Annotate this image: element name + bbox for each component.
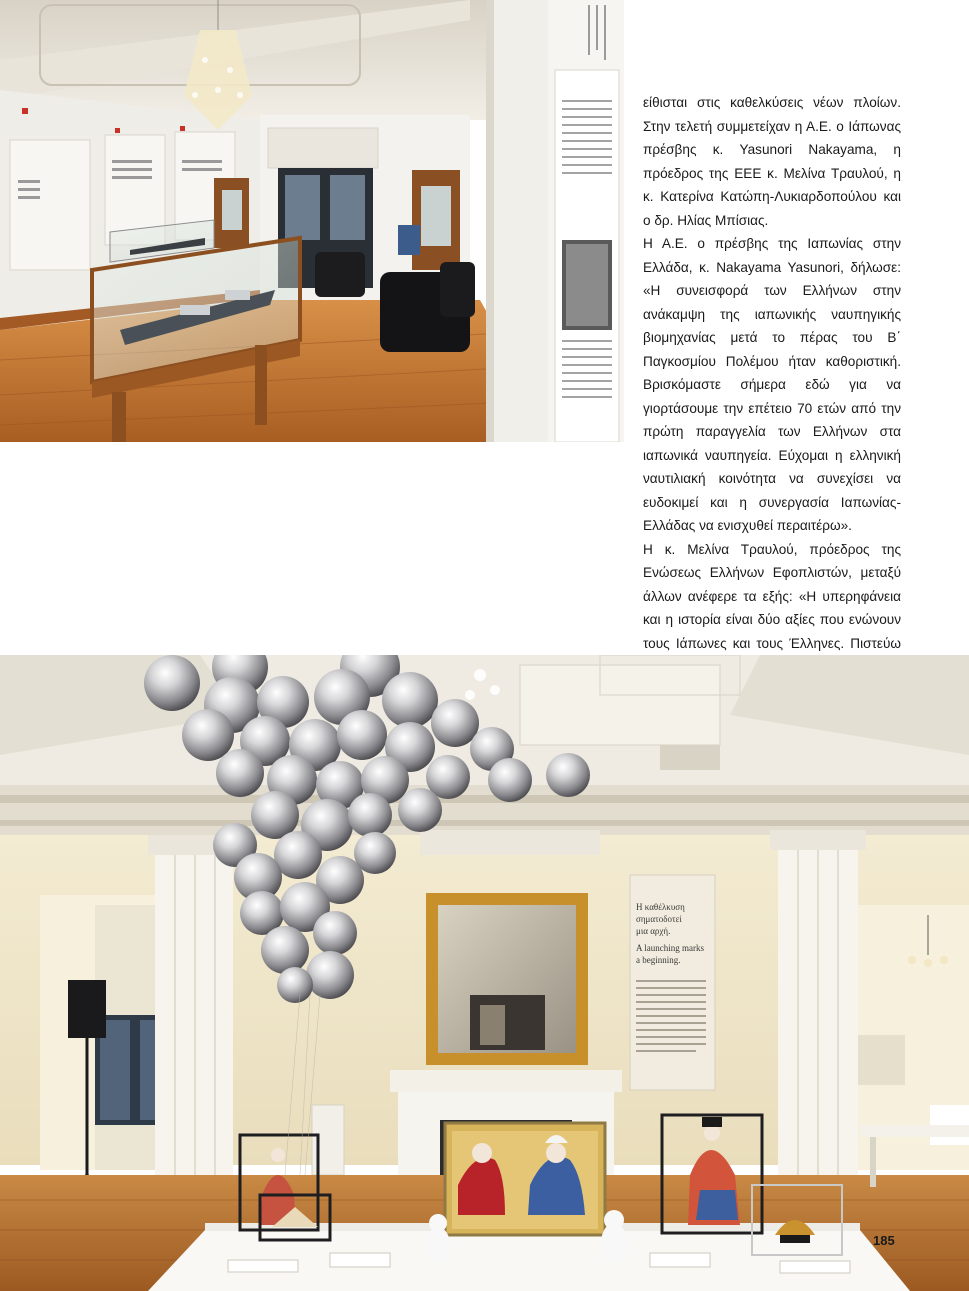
exhibition-hall-photo — [0, 655, 969, 1291]
sign-greek-line-2: σηματοδοτεί — [636, 914, 682, 924]
sign-english-line-2: a beginning. — [636, 955, 681, 965]
article-body — [643, 91, 901, 726]
sign-greek-line-3: μια αρχή. — [636, 926, 671, 936]
article-paragraph: είθισται στις καθελκύσεις νέων πλοίων. Στην τελετή συμμετείχαν η Α.Ε. ο Ιάπωνας πρέσβης κ. Yasunori Nakayama, η πρόεδρος της ΕΕΕ κ. Μελίνα Τραυλού, η κ. Κατερίνα Κατώπη-Λυκιαρδοπούλου και ο δρ. Ηλίας Μπίσιας. — [643, 95, 901, 228]
page-number: 185 — [873, 1233, 895, 1248]
sign-english-line-1: A launching marks — [636, 943, 704, 953]
sign-greek-line-1: Η καθέλκυση — [636, 902, 685, 912]
museum-room-photo — [0, 0, 624, 442]
article-paragraph: Η κ. Μελίνα Τραυλού, πρόεδρος της Ενώσεως Ελλήνων Εφοπλιστών, μεταξύ άλλων ανέφερε τα εξής: «Η υπερηφάνεια και η ιστορία είναι δύο αξίες που ενώνουν τους Ιάπωνες και τους Έλληνες. Πιστεύω — [643, 541, 901, 651]
article-paragraph: Η Α.Ε. ο πρέσβης της Ιαπωνίας στην Ελλάδα, κ. Nakayama Yasunori, δήλωσε: «Η συνεισφορά των Ελλήνων στην ανάκαμψη της ιαπωνικής ναυπηγικής βιομηχανίας μετά το πέρας του Β΄ Παγκοσμίου Πολέμου ήταν καθοριστική. Βρισκόμαστε σήμερα εδώ για να γιορτάσουμε την επέτειο 70 ετών από την πρώτη παραγγελία των Ελλήνων στα ιαπωνικά ναυπηγεία. Εύχομαι η ελληνική ναυτιλιακή κοινότητα να συνεχίσει να ευδοκιμεί και η συνεργασία Ιαπωνίας-Ελλάδας να ενισχυθεί περαιτέρω». — [643, 236, 901, 533]
